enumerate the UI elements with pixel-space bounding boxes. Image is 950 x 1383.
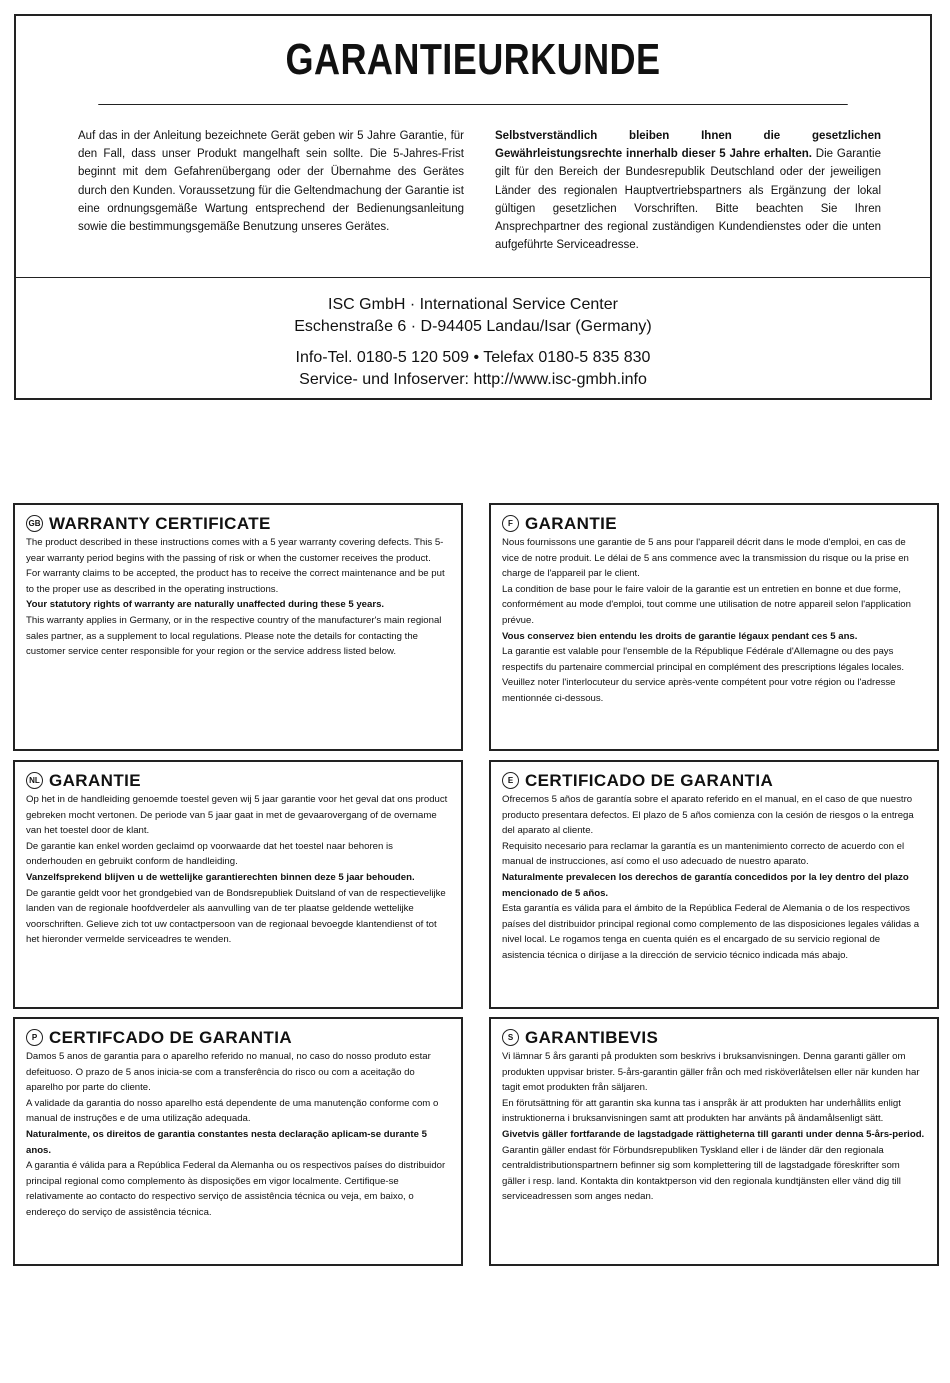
certificate-paragraph: De garantie kan enkel worden geclaimd op voorwaarde dat het toestel naar behoren is onderhouden en gebruikt conform de handleiding. — [26, 840, 393, 868]
certificate-paragraph: The product described in these instructions comes with a 5 year warranty covering defects. This 5-year warranty period begins with the passing of risk or when the customer receives the product. — [26, 537, 444, 564]
certificate-title: CERTIFICADO DE GARANTIA — [525, 770, 774, 790]
certificate-paragraph: Garantin gäller endast för Förbundsrepubliken Tyskland eller i de länder där den regionala centraldistributionspartnern befinner sig som komplettering till de lagstadgade föreskrifter som gäller i resp. land. Kontakta din kontaktperson vid den regionala kundtjänsten eller vänd dig till serviceadressen som anges nedan. — [502, 1144, 901, 1203]
nl-country-icon: NL — [26, 772, 43, 789]
certificate-statutory-rights: Your statutory rights of warranty are naturally unaffected during these 5 years. — [26, 599, 385, 611]
certificate-title: GARANTIE — [49, 770, 141, 790]
p-country-icon: P — [26, 1029, 43, 1046]
certificate-paragraph: A garantia é válida para a República Federal da Alemanha ou os respectivos países do distribuidor principal regional como complemento às disposições em vigor localmente. Certifique-se relativamente ao contacto do respectivo serviço de assistência técnica ou veja, em baixo, o endereço do serviço de assistência técnica. — [26, 1160, 446, 1218]
certificate-statutory-rights: Givetvis gäller fortfarande de lagstadgade rättigheterna till garanti under denna 5-års-period. — [502, 1128, 925, 1140]
german-terms-right — [495, 127, 881, 254]
gb-country-icon: GB — [26, 515, 43, 532]
warranty-document-header — [14, 14, 932, 400]
german-validity-text: Die Garantie gilt für den Bereich der Bundesrepublik Deutschland oder der jeweiligen Länder des regionalen Hauptvertriebspartners als Ergänzung der lokal gültigen gesetzlichen Vorschriften. Bitte beachten Sie Ihren Ansprechpartner des regional zuständigen Kundendienstes oder die unten aufgeführte Serviceadresse. — [495, 148, 881, 252]
certificate-title: CERTIFCADO DE GARANTIA — [49, 1027, 293, 1047]
german-statutory-rights: Selbstverständlich bleiben Ihnen die gesetzlichen Gewährleistungsrechte innerhalb dieser 5 Jahre erhalten. — [495, 130, 881, 161]
certificate-paragraph: De garantie geldt voor het grondgebied van de Bondsrepubliek Duitsland of van de respectievelijke landen van de regionale hoofdverdeler als aanvulling van de ter plaatse geldende wettelijke voorschriften. Gelieve zich tot uw contactpersoon van de regionaal bevoegde klantendienst of tot het hieronder vermelde serviceadres te wenden. — [26, 887, 446, 946]
page-title: GARANTIEURKUNDE — [98, 16, 847, 105]
s-country-icon: S — [502, 1029, 519, 1046]
certificate-p — [13, 1017, 463, 1266]
certificate-statutory-rights: Vous conservez bien entendu les droits de garantie légaux pendant ces 5 ans. — [502, 630, 858, 642]
certificate-paragraph: La condition de base pour le faire valoir de la garantie est un entretien en bonne et due forme, conformément au mode d'emploi, tout comme une utilisation de notre appareil selon l'application prévue. — [502, 583, 911, 626]
address-phone-fax: Info-Tel. 0180-5 120 509 • Telefax 0180-5 835 830 — [295, 349, 651, 366]
certificate-paragraph: A validade da garantia do nosso aparelho está dependente de uma manutenção conforme com o manual de instruções e de uma utilização adequada. — [26, 1097, 439, 1125]
certificate-e — [489, 760, 939, 1009]
certificate-s — [489, 1017, 939, 1266]
certificate-gb — [13, 503, 463, 751]
certificate-title: WARRANTY CERTIFICATE — [49, 513, 271, 533]
certificate-paragraph: Op het in de handleiding genoemde toestel geven wij 5 jaar garantie voor het geval dat ons product gebreken mocht vertonen. De periode van 5 jaar gaat in met de gevaarovergang of de overname van het toestel door de klant. — [26, 794, 448, 837]
certificate-paragraph: Vi lämnar 5 års garanti på produkten som beskrivs i bruksanvisningen. Denna garanti gäller om produkten uppvisar brister. 5-års-garantin gäller från och med risköverlåtelsen eller när kunden har tagit emot produkten från säljaren. — [502, 1051, 920, 1094]
certificate-paragraph: Esta garantía es válida para el ámbito de la República Federal de Alemania o de los respectivos países del distribuidor principal regional como complemento de las disposiciones legales válidas a nivel local. Le rogamos tenga en cuenta quién es el encargado de su servicio regional de asistencia técnica o diríjase a la dirección de servicio técnico indicada más abajo. — [502, 903, 920, 961]
certificate-title: GARANTIE — [525, 513, 617, 533]
certificate-paragraph: En förutsättning för att garantin ska kunna tas i anspråk är att produkten har underhållits enligt instruktionerna i bruksanvisningen samt att produkten har använts på ändamålsenligt sätt. — [502, 1097, 901, 1125]
e-country-icon: E — [502, 772, 519, 789]
certificate-paragraph: For warranty claims to be accepted, the product has to receive the correct maintenance and be put to the proper use as described in the operating instructions. — [26, 568, 445, 595]
address-company: ISC GmbH · International Service Center — [328, 296, 618, 313]
certificate-paragraph: Requisito necesario para reclamar la garantía es un mantenimiento correcto de acuerdo con el manual de instrucciones, así como el uso adecuado de nuestro aparato. — [502, 840, 905, 868]
address-street: Eschenstraße 6 · D-94405 Landau/Isar (Germany) — [294, 318, 652, 335]
certificate-paragraph: Ofrecemos 5 años de garantía sobre el aparato referido en el manual, en el caso de que nuestro producto presentara defectos. El plazo de 5 años comienza con la cesión de riesgos o la entrega del aparato al cliente. — [502, 794, 914, 837]
certificate-statutory-rights: Vanzelfsprekend blijven u de wettelijke garantierechten binnen deze 5 jaar behouden. — [26, 871, 415, 883]
service-address — [16, 278, 930, 391]
certificate-statutory-rights: Naturalmente, os direitos de garantia constantes nesta declaração aplicam-se durante 5 anos. — [26, 1128, 427, 1156]
f-country-icon: F — [502, 515, 519, 532]
certificate-f — [489, 503, 939, 751]
address-website: Service- und Infoserver: http://www.isc-gmbh.info — [299, 371, 647, 388]
certificate-paragraph: La garantie est valable pour l'ensemble de la République Fédérale d'Allemagne ou des pays respectifs du partenaire commercial principal en complément des prescriptions légales locales. Veuillez noter l'interlocuteur du service après-vente compétent pour votre région ou l'adresse mentionnée ci-dessous. — [502, 646, 905, 704]
certificate-paragraph: This warranty applies in Germany, or in the respective country of the manufacturer's main regional sales partner, as a supplement to local regulations. Please note the details for contacting the customer service center responsible for your region or the service address listed below. — [26, 614, 442, 658]
german-terms-left: Auf das in der Anleitung bezeichnete Gerät geben wir 5 Jahre Garantie, für den Fall, dass unser Produkt mangelhaft sein sollte. Die 5-Jahres-Frist beginnt mit dem Gefahrenübergang oder der Übernahme des Gerätes durch den Kunden. Voraussetzung für die Geltendmachung der Garantie ist eine ordnungsgemäße Wartung entsprechend der Bedienungsanleitung sowie die bestimmungsgemäße Benutzung unseres Gerätes. — [78, 130, 464, 234]
certificate-nl — [13, 760, 463, 1009]
certificate-paragraph: Nous fournissons une garantie de 5 ans pour l'appareil décrit dans le mode d'emploi, en cas de vice de notre produit. Le délai de 5 ans commence avec la transmission du risque ou la prise en charge de l'appareil par le client. — [502, 537, 909, 580]
certificate-statutory-rights: Naturalmente prevalecen los derechos de garantía concedidos por la ley dentro del plazo mencionado de 5 años. — [502, 871, 909, 899]
german-terms-section — [16, 105, 930, 278]
certificate-paragraph: Damos 5 anos de garantia para o aparelho referido no manual, no caso do nosso produto estar defeituoso. O prazo de 5 anos inicia-se com a transferência do risco ou com a aceitação do aparelho por parte do cliente. — [26, 1051, 431, 1094]
certificate-title: GARANTIBEVIS — [525, 1027, 659, 1047]
